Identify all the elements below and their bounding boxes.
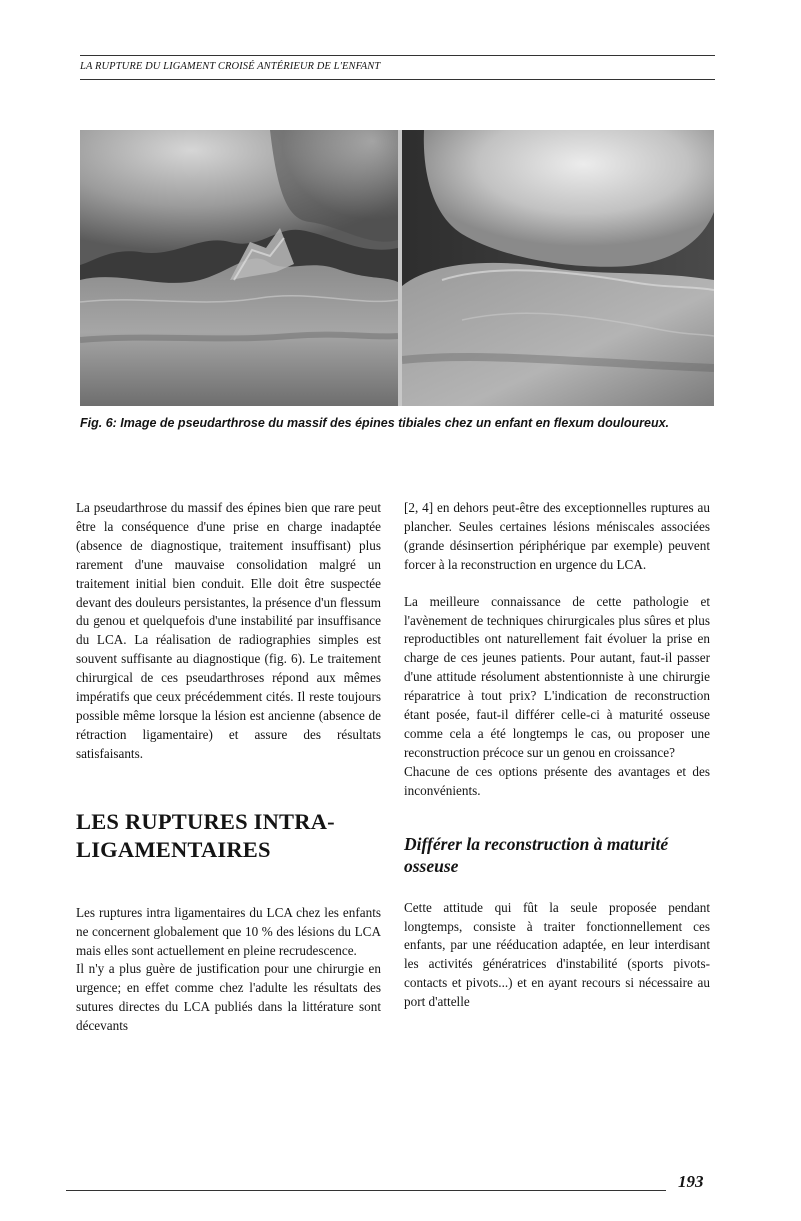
page-number: 193 — [678, 1172, 704, 1191]
body-paragraph: Les ruptures intra ligamentaires du LCA chez les enfants ne concernent globalement que 10 % des lésions du LCA mais elles sont actuellement en pleine recrudescence. — [76, 904, 381, 958]
top-rule — [80, 55, 715, 56]
paragraph-gap — [404, 575, 710, 593]
xray-image-anteroposterior — [80, 130, 398, 406]
body-paragraph: Chacune de ces options présente des avantages et des inconvénients. — [404, 763, 710, 798]
subsection-title: Différer la reconstruction à maturité osseuse — [404, 833, 669, 876]
body-paragraph: Il n'y a plus guère de justification pour une chirurgie en urgence; en effet comme chez l'adulte les résultats des sutures directes du LCA publiés dans la littérature sont décevants — [76, 961, 381, 1034]
paragraph-gap — [404, 877, 710, 899]
body-paragraph: La pseudarthrose du massif des épines bien que rare peut être la conséquence d'une prise en charge inadaptée (absence de diagnostique, traitement insuffisant) plus rarement d'une mauvaise consolidation malgré un traitement initial bien conduit. Elle doit être suspectée devant des douleurs persistantes, la présence d'un flessum du genou et quelquefois d'une instabilité par insuffisance du LCA. La réalisation de radiographies simples est souvent suffisante au diagnostique (fig. 6). Le traitement chirurgical de ces pseudarthroses répond aux mêmes impératifs que ceux précédemment cités. Il reste toujours possible même lorsque la lésion est ancienne (absence de rétraction ligamentaire) et assure des résultats satisfaisants. — [76, 500, 381, 761]
figure-6-xray — [80, 130, 714, 406]
left-column — [76, 499, 381, 1036]
body-paragraph: La meilleure connaissance de cette pathologie et l'avènement de techniques chirurgicales plus sûres et plus reproductibles ont naturellement fait évoluer la prise en charge de ces jeunes patients. Pour autant, faut-il passer d'une attitude résolument abstentionniste à une chirurgie réparatrice à tout prix? L'indication de reconstruction étant posée, faut-il différer celle-ci à maturité osseuse comme cela a été longtemps le cas, ou proposer une reconstruction précoce sur un genou en croissance? — [404, 593, 710, 760]
running-header: LA RUPTURE DU LIGAMENT CROISÉ ANTÉRIEUR DE L'ENFANT — [80, 61, 381, 72]
header-underline — [80, 79, 715, 80]
section-title: LES RUPTURES INTRA-LIGAMENTAIRES — [76, 808, 335, 862]
section-gap — [76, 864, 381, 904]
right-column — [404, 499, 710, 1012]
bottom-rule — [66, 1190, 666, 1191]
figure-caption: Fig. 6: Image de pseudarthrose du massif des épines tibiales chez un enfant en flexum douloureux. — [80, 416, 670, 430]
body-paragraph: Cette attitude qui fût la seule proposée pendant longtemps, consiste à traiter fonctionnellement ces enfants, par une rééducation adaptée, en leur interdisant les activités génératrices d'instabilité (sports pivots-contacts et pivots...) et en ayant recours si nécessaire au port d'attelle — [404, 899, 710, 1010]
xray-image-lateral — [402, 130, 714, 406]
body-paragraph: [2, 4] en dehors peut-être des exceptionnelles ruptures au plancher. Seules certaines lésions méniscales associées (grande désinsertion périphérique par exemple) peuvent forcer à la reconstruction en urgence du LCA. — [404, 500, 710, 572]
